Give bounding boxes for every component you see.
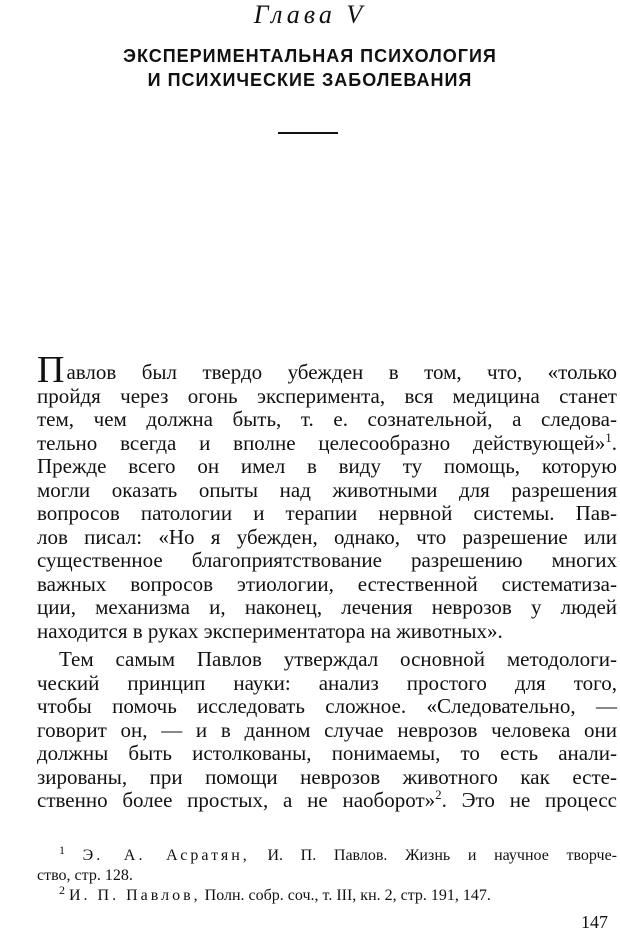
footnote-author: Э. А. Асратян,	[82, 847, 250, 864]
text-line: зированы, при помощи неврозов животного как есте-	[37, 764, 617, 789]
text-line: ческий принцип науки: анализ простого для того,	[37, 670, 617, 695]
text-line: лов писал: «Но я убежден, однако, что разрешение или	[37, 524, 617, 549]
chapter-title-line: И ПСИХИЧЕСКИЕ ЗАБОЛЕВАНИЯ	[147, 70, 473, 90]
page-number: 147	[581, 912, 608, 932]
footnote-continuation: ство, стр. 128.	[37, 867, 133, 884]
text-line: вопросов патологии и терапии нервной системы. Пав-	[37, 501, 617, 525]
chapter-title-line: ЭКСПЕРИМЕНТАЛЬНАЯ ПСИХОЛОГИЯ	[123, 46, 497, 66]
drop-cap: П	[37, 349, 65, 391]
chapter-title	[0, 44, 620, 92]
paragraph	[37, 648, 617, 813]
text-line: существенное благоприятствование разрешению многих	[37, 548, 617, 572]
text-line: ственно более простых, а не наоборот»$^2$. Это не процесс	[37, 787, 617, 812]
section-divider	[278, 132, 338, 134]
text-line: говорит он, — и в данном случае неврозов человека они	[37, 717, 617, 742]
footnote-reference[interactable]: 2	[435, 787, 442, 802]
text-line: Павлов был твердо убежден в том, что, «только	[37, 349, 617, 391]
text-line: чтобы помочь исследовать сложное. «Следовательно, —	[37, 694, 617, 718]
footnote-reference[interactable]: 1	[605, 429, 612, 445]
text-line: тем, чем должна быть, т. е. сознательной, а следова-	[37, 407, 617, 431]
footnote: $^1$ Э. А. Асратян, И. П. Павлов. Жизнь и научное творче-	[59, 843, 618, 864]
paragraph	[37, 349, 617, 643]
text-line: ции, механизма и, наконец, лечения неврозов у людей	[37, 595, 617, 619]
chapter-heading: Глава V	[253, 0, 367, 29]
text-line: находится в руках экспериментатора на животных».	[37, 618, 503, 643]
footnote-marker: 1	[59, 843, 65, 857]
text-line: могли оказать опыты над животными для разрешения	[37, 477, 617, 502]
text-line: должны быть истолкованы, понимаемы, то есть анали-	[37, 741, 617, 765]
footnotes	[37, 843, 618, 906]
footnote-author: И. П. Павлов,	[69, 887, 201, 904]
footnote-marker: 2	[59, 883, 65, 897]
footnote: $^2$ И. П. Павлов, Полн. собр. соч., т. III, кн. 2, стр. 191, 147.	[59, 883, 491, 904]
text-line: Тем самым Павлов утверждал основной методологи-	[59, 647, 617, 671]
text-line: Прежде всего он имел в виду ту помощь, которую	[37, 454, 617, 478]
text-line: пройдя через огонь эксперимента, вся медицина станет	[37, 383, 617, 408]
text-line: тельно всегда и вполне целесообразно действующей»$^1$.	[37, 429, 617, 455]
text-line: важных вопросов этиологии, естественной систематиза-	[37, 571, 617, 596]
